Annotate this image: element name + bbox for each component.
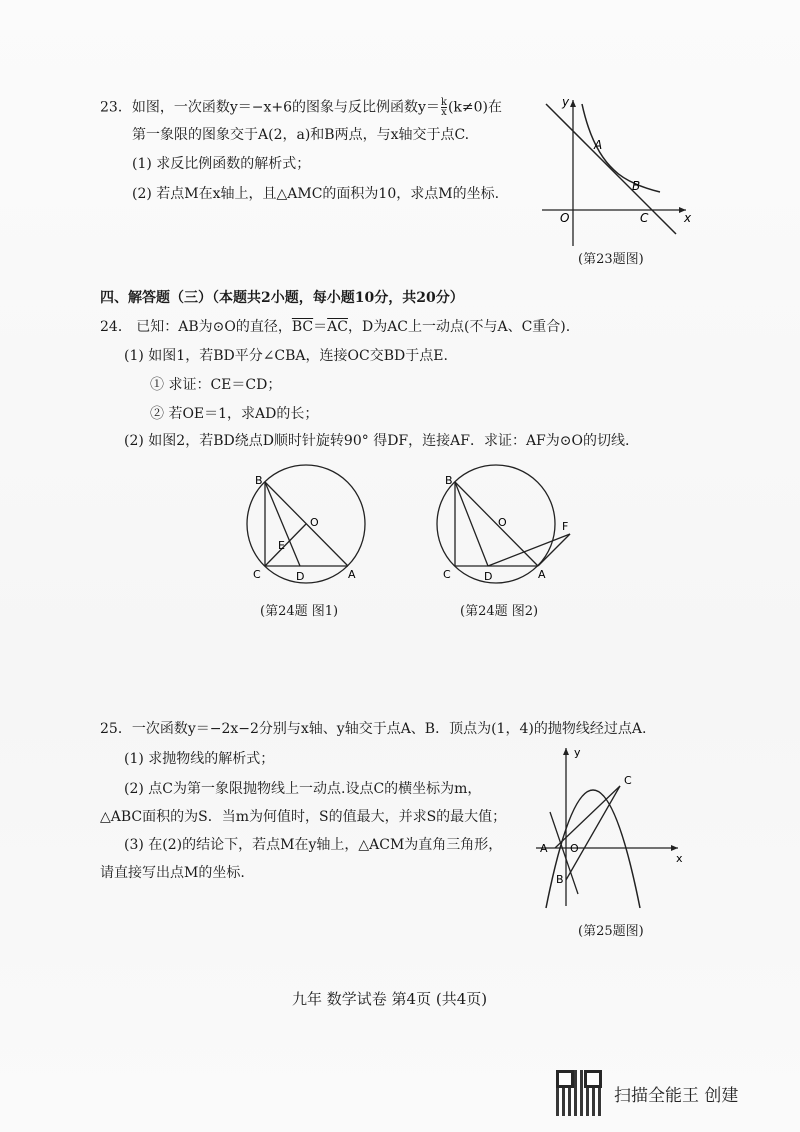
q24-caption2: (第24题 图2) [460,604,539,619]
q24-arc-ac: $\overline{AC}$ [327,319,348,335]
q24-f2-df [488,534,570,566]
q24-arc-bc: $\overline{BC}$ [291,319,314,335]
q25-parabola [546,790,640,908]
q24-f2-label-a: A [538,568,546,581]
q25-label-y: y [574,746,581,759]
q24-part2: (2) 如图2，若BD绕点D顺时针旋转90° 得DF，连接AF．求证：AF为⊙O的切线. [124,433,630,449]
q24-f1-label-d: D [296,570,305,583]
q23-label-a: A [594,138,603,152]
q25-line1: 25．一次函数y＝−2x−2分别与x轴、y轴交于点A、B．顶点为(1，4)的抛物线经过点A. [100,721,647,737]
q24-part1: (1) 如图1，若BD平分∠CBA，连接OC交BD于点E. [124,348,448,364]
q24-sub1: ① 求证：CE＝CD； [150,377,282,393]
q23-y-arrow [570,100,576,107]
q25-label-b: B [556,873,564,886]
q23-figure [536,92,696,252]
q24-figure2 [430,470,580,590]
q23-label-o: O [560,211,570,225]
q23-part2: (2) 若点M在x轴上，且△AMC的面积为10，求点M的坐标. [132,186,500,202]
q25-label-x: x [676,852,683,865]
q24-f2-ba [455,482,538,566]
q25-label-c: C [624,774,632,787]
q23-part1: (1) 求反比例函数的解析式； [132,156,311,172]
q25-x-arrow [671,845,678,851]
q25-part1: (1) 求抛物线的解析式； [124,751,275,767]
q23-caption: (第23题图) [578,252,644,267]
page-footer: 九年 数学试卷 第4页 (共4页) [292,990,488,1008]
q25-label-o: O [570,842,579,855]
q24-f2-label-b: B [445,474,453,487]
scanner-watermark: 扫描全能王 创建 [614,1086,739,1106]
q25-caption: (第25题图) [578,924,644,939]
q24-figure1 [240,470,380,590]
q24-f1-bd [265,482,300,566]
q24-sub2: ② 若OE＝1，求AD的长； [150,406,319,422]
section4-heading: 四、解答题（三）（本题共2小题，每小题10分，共20分） [100,290,464,306]
q25-segment-bc [566,786,620,880]
q24-f1-label-e: E [278,539,285,552]
q25-part3b: 请直接写出点M的坐标. [100,865,245,881]
q24-f2-bd [455,482,488,566]
q25-figure [528,742,698,912]
q24-caption1: (第24题 图1) [260,604,339,619]
q23-line1: 23．如图，一次函数y＝−x+6的图象与反比例函数y＝ $\frac{k}{x}$ (k≠0)在 [100,97,503,118]
q25-part3a: (3) 在(2)的结论下，若点M在y轴上，△ACM为直角三角形， [124,837,503,853]
q24-f2-af [538,534,570,566]
q23-label-y: y [562,95,570,109]
q23-label-c: C [640,211,649,225]
qr-code-icon [556,1070,602,1116]
q24-line1: 24． 已知：AB为⊙O的直径，$\overline{BC}=\overline{AC}$，D为AC上一动点(不与A、C重合). [100,319,571,335]
q25-y-arrow [563,748,569,755]
q25-part2a: (2) 点C为第一象限抛物线上一动点.设点C的横坐标为m， [124,781,482,797]
q23-label-x: x [684,211,692,225]
q24-f2-label-c: C [443,568,451,581]
q25-segment-ac [555,786,620,848]
q25-label-a: A [540,842,548,855]
q24-f2-label-o: O [498,516,507,529]
q24-f2-label-f: F [562,520,569,533]
q24-f1-label-a: A [348,568,356,581]
q23-line2: 第一象限的图象交于A(2，a)和B两点，与x轴交于点C. [132,127,470,143]
q24-f1-label-c: C [253,568,261,581]
q24-f1-label-o: O [310,516,319,529]
q25-part2b: △ABC面积的为S．当m为何值时，S的值最大，并求S的最大值； [100,809,507,825]
q23-fraction: $\frac{k}{x}$ [440,97,447,118]
q24-f1-label-b: B [255,474,263,487]
q23-label-b: B [632,179,641,193]
q24-f2-label-d: D [484,570,493,583]
